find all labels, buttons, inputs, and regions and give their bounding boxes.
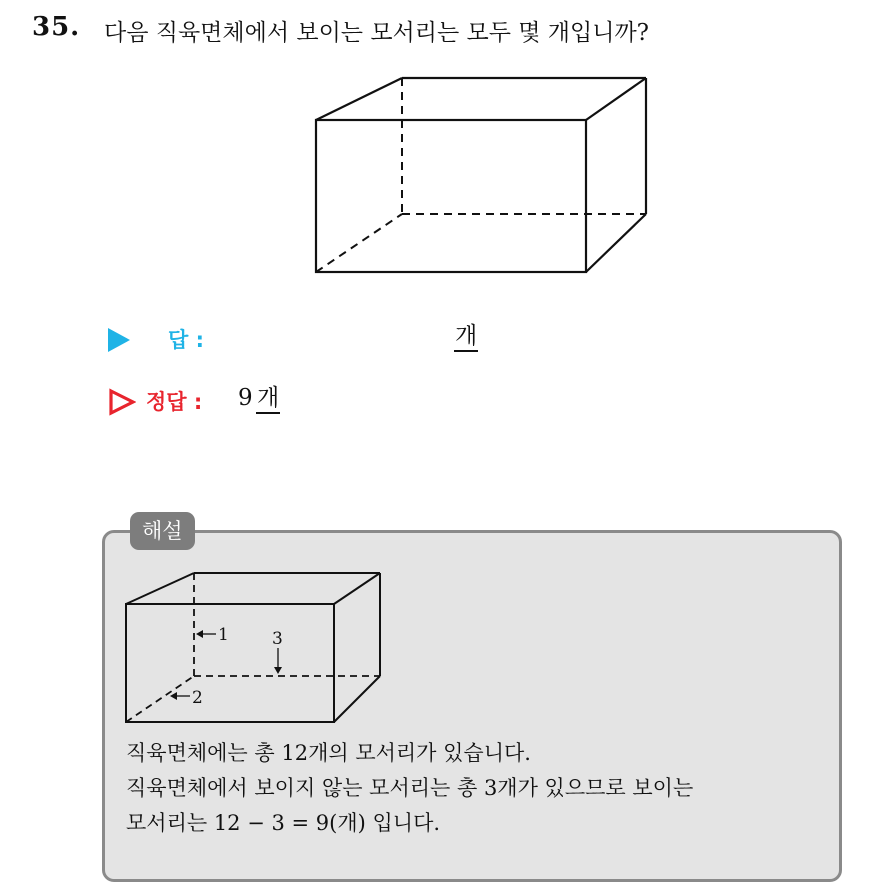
question-number: 35. [32,12,81,42]
correct-answer-row [108,384,368,418]
answer-unit: 개 [454,322,478,352]
correct-play-outline-icon [108,388,136,416]
solution-top-left-edge [126,573,194,604]
correct-answer-value: 9 [238,385,253,411]
answer-row [108,322,528,356]
solution-text [126,736,836,841]
solution-line-1: 직육면체에는 총 12개의 모서리가 있습니다. [126,741,531,765]
solution-line-2: 직육면체에서 보이지 않는 모서리는 총 3개가 있으므로 보이는 [126,776,694,800]
answer-label: 답 : [168,328,204,352]
solution-front-face [126,604,334,722]
solution-bottom-right-edge [334,676,380,722]
figure-label-1: 1 [218,625,229,645]
solution-line-3: 모서리는 12 − 3 = 9(개) 입니다. [126,811,441,835]
correct-answer-label: 정답 : [146,390,203,414]
answer-play-icon [108,328,130,352]
top-left-edge [316,78,402,120]
figure-label-2: 2 [192,688,203,708]
arrow-2-head [170,692,177,700]
arrow-3-head [274,667,282,674]
solution-tag: 해설 [130,512,195,550]
solution-top-right-edge [334,573,380,604]
correct-answer-unit: 개 [256,384,280,414]
top-right-edge [586,78,646,120]
solution-cuboid-figure [124,570,386,726]
bottom-right-edge [586,214,646,272]
hidden-bottom-left-edge [316,214,402,272]
arrow-1-head [196,630,203,638]
question-text: 다음 직육면체에서 보이는 모서리는 모두 몇 개입니까? [104,20,649,46]
cuboid-figure [312,74,652,280]
figure-label-3: 3 [272,629,283,649]
front-face [316,120,586,272]
solution-hidden-bottom-left-edge [126,676,194,722]
